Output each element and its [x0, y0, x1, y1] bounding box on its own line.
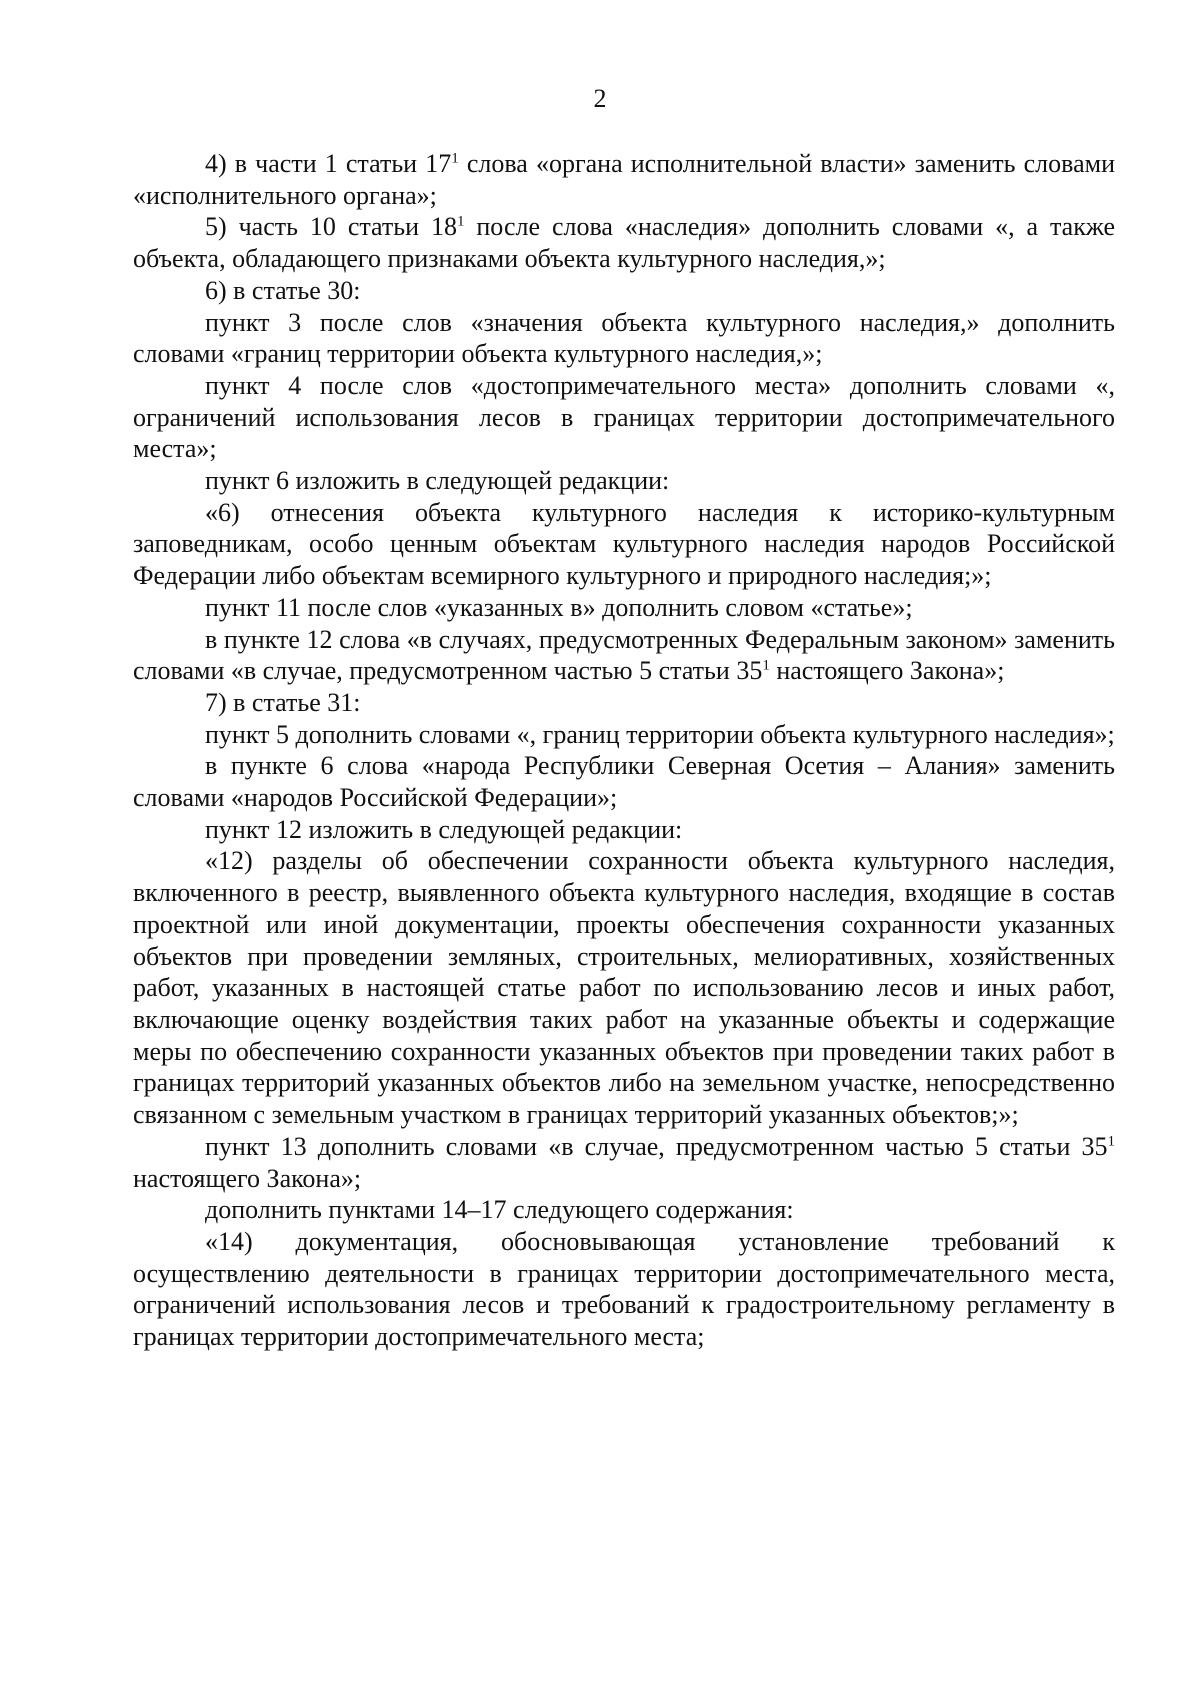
paragraph: пункт 11 после слов «указанных в» дополнить словом «статье»; — [205, 592, 913, 622]
paragraph: пункт 13 дополнить словами «в случае, предусмотренном частью 5 статьи $35^1$ настоящего Закона»; — [133, 1131, 1115, 1193]
paragraph: 7) в статье 31: — [205, 687, 361, 717]
paragraph: в пункте 6 слова «народа Республики Северная Осетия – Алания» заменить словами «народов Российской Федерации»; — [133, 751, 1115, 813]
paragraph: пункт 6 изложить в следующей редакции: — [205, 466, 670, 496]
paragraph: в пункте 12 слова «в случаях, предусмотренных Федеральным законом» заменить словами «в случае, предусмотренном частью 5 статьи $35^1$ настоящего Закона»; — [133, 624, 1115, 686]
paragraph: пункт 12 изложить в следующей редакции: — [205, 814, 683, 844]
paragraph: «14) документация, обосновывающая установление требований к осуществлению деятельности в границах территории достопримечательного места, ограничений использования лесов и требований к градостроительному регламенту в границах территории достопримечательного места; — [133, 1226, 1115, 1352]
paragraph: 5) часть 10 статьи $18^1$ после слова «наследия» дополнить словами «, а также объекта, обладающего признаками объекта культурного наследия,»; — [133, 212, 1115, 274]
paragraph: «12) разделы об обеспечении сохранности объекта культурного наследия, включенного в реестр, выявленного объекта культурного наследия, входящие в состав проектной или иной документации, проекты обеспечения сохранности указанных объектов при проведении земляных, строительных, мелиоративных, хозяйственных работ, указанных в настоящей статье работ по использованию лесов и иных работ, включающие оценку воздействия таких работ на указанные объекты и содержащие меры по обеспечению сохранности указанных объектов при проведении таких работ в границах территорий указанных объектов либо на земельном участке, непосредственно связанном с земельным участком в границах территорий указанных объектов;»; — [133, 846, 1115, 1130]
paragraph: пункт 3 после слов «значения объекта культурного наследия,» дополнить словами «границ территории объекта культурного наследия,»; — [133, 307, 1115, 369]
document-body — [133, 148, 1115, 1353]
page-number: 2 — [593, 84, 607, 113]
paragraph: 6) в статье 30: — [205, 275, 361, 305]
paragraph: пункт 5 дополнить словами «, границ территории объекта культурного наследия»; — [205, 719, 1115, 749]
paragraph: «6) отнесения объекта культурного наследия к историко-культурным заповедникам, особо ценным объектам культурного наследия народов Российской Федерации либо объектам всемирного культурного и природного наследия;»; — [133, 497, 1115, 591]
paragraph: пункт 4 после слов «достопримечательного места» дополнить словами «, ограничений использования лесов в границах территории достопримечательного места»; — [133, 370, 1115, 464]
paragraph: 4) в части 1 статьи $17^1$ слова «органа исполнительной власти» заменить словами «исполнительного органа»; — [133, 149, 1116, 210]
paragraph: дополнить пунктами 14–17 следующего содержания: — [205, 1195, 794, 1225]
